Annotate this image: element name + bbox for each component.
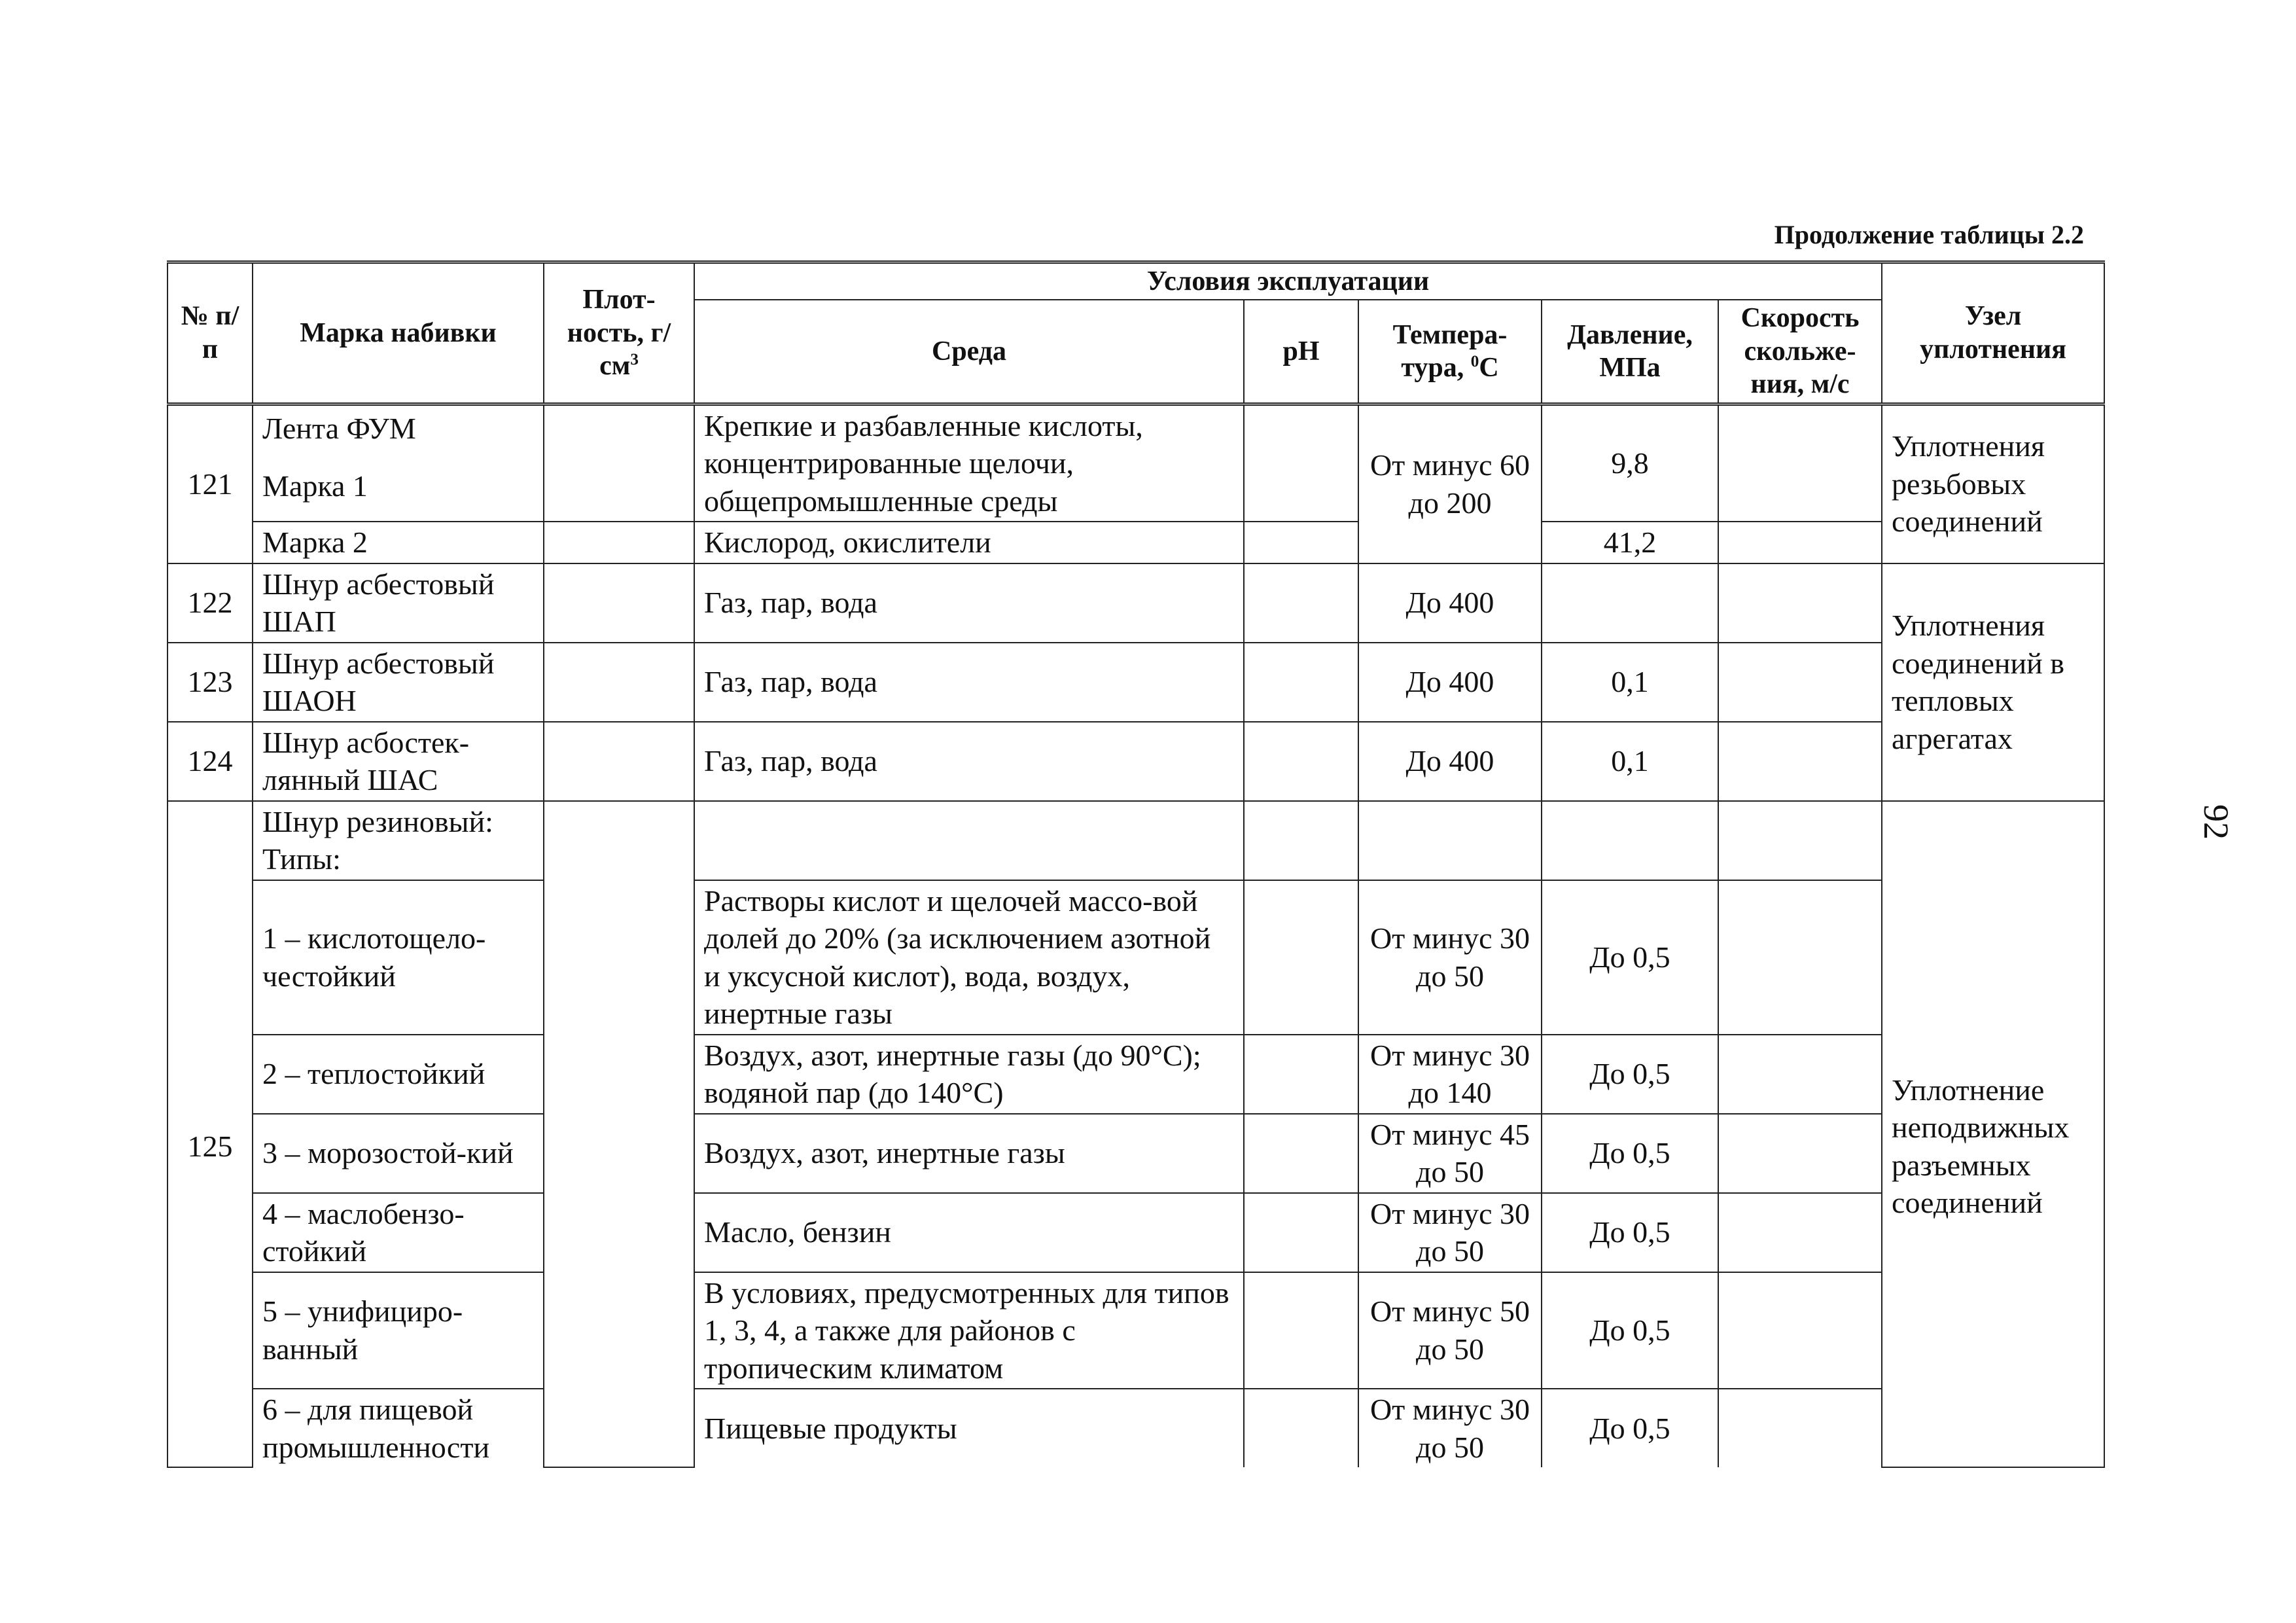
row-122-speed [1718, 563, 1882, 643]
page-number: 92 [2197, 804, 2236, 840]
row-122-pressure [1542, 563, 1718, 643]
type-3-ph [1244, 1114, 1358, 1193]
header-num: № п/п [168, 262, 253, 404]
row-121-unit: Уплотнения резьбовых соединений [1882, 404, 2104, 563]
type-6-speed [1718, 1389, 1882, 1467]
row-121-temperature: От минус 60 до 200 [1358, 404, 1542, 563]
row-121-brand-b: Марка 1 [253, 452, 544, 522]
row-125-unit: Уплотнение неподвижных разъемных соединений [1882, 801, 2104, 1468]
row-121-brand-c: Марка 2 [253, 522, 544, 563]
type-6-pressure: До 0,5 [1542, 1389, 1718, 1467]
type-1-speed [1718, 880, 1882, 1035]
row-125-medium [694, 801, 1244, 880]
row-121-pressure-b: 41,2 [1542, 522, 1718, 563]
row-125-brand: Шнур резиновый: Типы: [253, 801, 544, 880]
row-124-speed [1718, 722, 1882, 801]
table-row [168, 1193, 2104, 1272]
row-122-num: 122 [168, 563, 253, 643]
row-121-speed [1718, 404, 1882, 522]
row-125-density [544, 801, 694, 1468]
row-121-medium-b: Кислород, окислители [694, 522, 1244, 563]
type-1-pressure: До 0,5 [1542, 880, 1718, 1035]
row-125-ph [1244, 801, 1358, 880]
type-2-pressure: До 0,5 [1542, 1035, 1718, 1114]
type-6-temperature: От минус 30 до 50 [1358, 1389, 1542, 1467]
type-3-pressure: До 0,5 [1542, 1114, 1718, 1193]
header-unit: Узел уплотнения [1882, 262, 2104, 404]
type-3-speed [1718, 1114, 1882, 1193]
row-121-density-b [544, 522, 694, 563]
type-4-pressure: До 0,5 [1542, 1193, 1718, 1272]
row-124-temperature: До 400 [1358, 722, 1542, 801]
table-caption: Продолжение таблицы 2.2 [1774, 220, 2084, 249]
type-2-temperature: От минус 30 до 140 [1358, 1035, 1542, 1114]
table-row [168, 1272, 2104, 1389]
group-122-124-unit: Уплотнения соединений в тепловых агрегатах [1882, 563, 2104, 801]
row-121-ph [1244, 404, 1358, 522]
header-conditions: Условия эксплуатации [694, 262, 1882, 300]
row-124-brand: Шнур асбостек-лянный ШАС [253, 722, 544, 801]
table-row [168, 880, 2104, 1035]
row-124-density [544, 722, 694, 801]
type-1-brand: 1 – кислотощело-честойкий [253, 880, 544, 1035]
row-124-pressure: 0,1 [1542, 722, 1718, 801]
type-3-medium: Воздух, азот, инертные газы [694, 1114, 1244, 1193]
header-speed: Скорость скольже-ния, м/с [1718, 300, 1882, 404]
row-121-brand-a: Лента ФУМ [253, 404, 544, 451]
row-122-temperature: До 400 [1358, 563, 1542, 643]
type-2-brand: 2 – теплостойкий [253, 1035, 544, 1114]
header-pressure: Давление, МПа [1542, 300, 1718, 404]
type-4-brand: 4 – маслобензо-стойкий [253, 1193, 544, 1272]
type-4-speed [1718, 1193, 1882, 1272]
type-2-medium: Воздух, азот, инертные газы (до 90°С); водяной пар (до 140°С) [694, 1035, 1244, 1114]
table-row [168, 1035, 2104, 1114]
type-4-medium: Масло, бензин [694, 1193, 1244, 1272]
packing-table [167, 260, 2105, 1468]
header-density: Плот-ность, $г/см^3$ [544, 262, 694, 404]
row-122-density [544, 563, 694, 643]
row-125-pressure [1542, 801, 1718, 880]
type-6-medium: Пищевые продукты [694, 1389, 1244, 1467]
table-row [168, 1114, 2104, 1193]
type-4-temperature: От минус 30 до 50 [1358, 1193, 1542, 1272]
row-123-temperature: До 400 [1358, 643, 1542, 722]
type-3-temperature: От минус 45 до 50 [1358, 1114, 1542, 1193]
row-124-num: 124 [168, 722, 253, 801]
row-121-medium-a: Крепкие и разбавленные кислоты, концентрированные щелочи, общепромышленные среды [694, 404, 1244, 522]
type-5-pressure: До 0,5 [1542, 1272, 1718, 1389]
row-122-medium: Газ, пар, вода [694, 563, 1244, 643]
row-123-medium: Газ, пар, вода [694, 643, 1244, 722]
row-121-density [544, 404, 694, 522]
row-123-brand: Шнур асбестовый ШАОН [253, 643, 544, 722]
type-2-ph [1244, 1035, 1358, 1114]
type-5-brand: 5 – унифициро-ванный [253, 1272, 544, 1389]
type-4-ph [1244, 1193, 1358, 1272]
row-121-ph-b [1244, 522, 1358, 563]
row-124-medium: Газ, пар, вода [694, 722, 1244, 801]
row-123-pressure: 0,1 [1542, 643, 1718, 722]
row-122-ph [1244, 563, 1358, 643]
type-6-brand: 6 – для пищевой промышленности [253, 1389, 544, 1467]
row-125-temperature [1358, 801, 1542, 880]
type-5-temperature: От минус 50 до 50 [1358, 1272, 1542, 1389]
row-125-num: 125 [168, 801, 253, 1468]
type-2-speed [1718, 1035, 1882, 1114]
type-5-speed [1718, 1272, 1882, 1389]
type-6-ph [1244, 1389, 1358, 1467]
header-ph: pH [1244, 300, 1358, 404]
row-121-speed-b [1718, 522, 1882, 563]
type-5-medium: В условиях, предусмотренных для типов 1, 3, 4, а также для районов с тропическим климатом [694, 1272, 1244, 1389]
row-124-ph [1244, 722, 1358, 801]
header-medium: Среда [694, 300, 1244, 404]
header-brand: Марка набивки [253, 262, 544, 404]
row-123-ph [1244, 643, 1358, 722]
row-121-pressure-a: 9,8 [1542, 404, 1718, 522]
type-1-temperature: От минус 30 до 50 [1358, 880, 1542, 1035]
row-121-num: 121 [168, 404, 253, 563]
row-122-brand: Шнур асбестовый ШАП [253, 563, 544, 643]
row-123-num: 123 [168, 643, 253, 722]
row-123-density [544, 643, 694, 722]
type-1-medium: Растворы кислот и щелочей массо-вой долей до 20% (за исключением азотной и уксусной кислот), вода, воздух, инертные газы [694, 880, 1244, 1035]
type-1-ph [1244, 880, 1358, 1035]
header-temperature: Темпера-тура, $^0$С [1358, 300, 1542, 404]
table-row [168, 1389, 2104, 1467]
type-5-ph [1244, 1272, 1358, 1389]
type-3-brand: 3 – морозостой-кий [253, 1114, 544, 1193]
row-125-speed [1718, 801, 1882, 880]
row-123-speed [1718, 643, 1882, 722]
